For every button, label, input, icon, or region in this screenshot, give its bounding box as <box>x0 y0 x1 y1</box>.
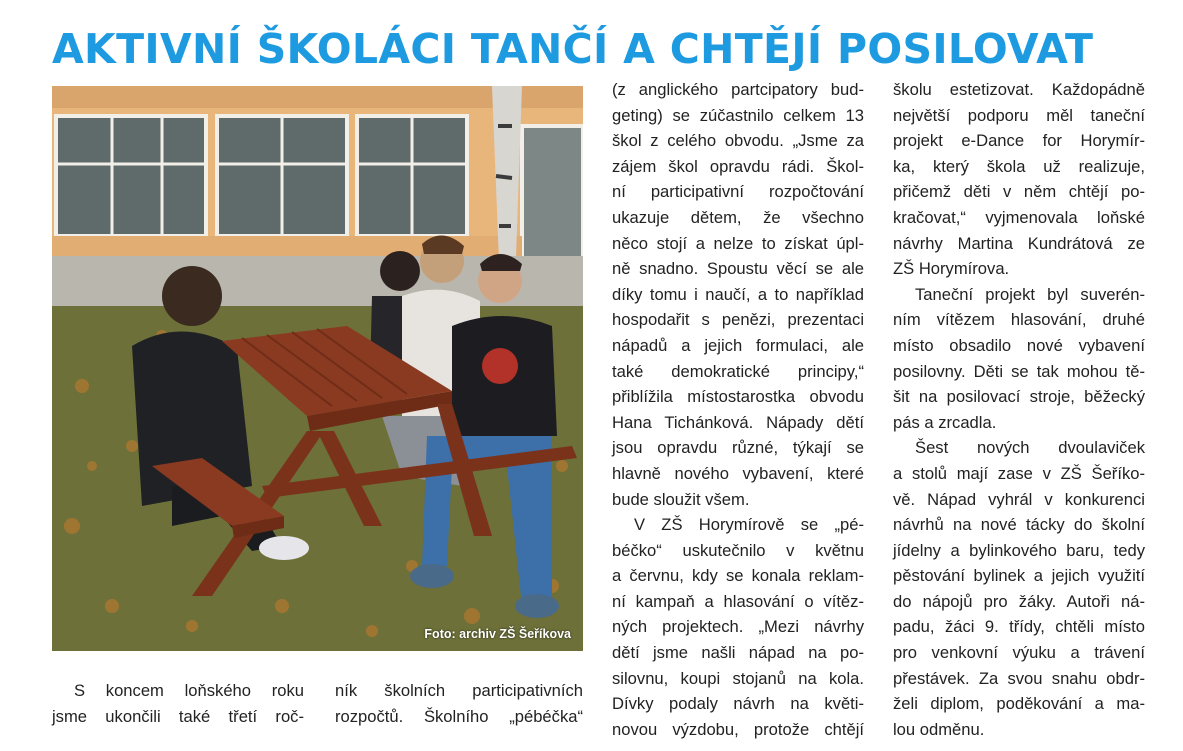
paragraph-line: Šest nových dvoulaviček <box>915 438 1145 458</box>
paragraph-line: ním vítězem hlasování, druhé <box>893 310 1145 330</box>
paragraph-line: přestávek. Za svou snahu obdr- <box>893 668 1145 688</box>
paragraph-line: jsme ukončili také třetí roč- <box>52 706 304 726</box>
paragraph-line: pro venkovní výuku a trávení <box>893 643 1145 663</box>
paragraph-line: S koncem loňského roku <box>74 681 304 700</box>
paragraph-line: ka, který škola už realizuje, <box>893 156 1145 176</box>
article-column-1 <box>52 678 304 729</box>
paragraph-line: posilovny. Děti se tak mohou tě- <box>893 361 1145 381</box>
paragraph-line: dětí jsme našli nápad na po- <box>612 643 864 663</box>
paragraph-line: ní kampaň a hlasování o vítěz- <box>612 591 864 611</box>
paragraph-line: rozpočtů. Školního „pébéčka“ <box>335 706 583 726</box>
paragraph-line: díky tomu i naučí, a to například <box>612 284 864 304</box>
photo-credit: Foto: archiv ZŠ Šeříkova <box>424 627 571 641</box>
photo-illustration <box>52 86 583 651</box>
paragraph-line: ZŠ Horymírova. <box>893 259 1010 279</box>
paragraph-line: návrhů na nové tácky do školní <box>893 515 1145 535</box>
paragraph-line: místo obsadilo nové vybavení <box>893 335 1145 355</box>
paragraph-line: kračovat,“ vyjmenovala loňské <box>893 207 1145 227</box>
paragraph-line: a stolů mají zase v ZŠ Šeříko- <box>893 463 1145 483</box>
paragraph-line: něco stojí a nelze to získat úpl- <box>612 233 864 253</box>
paragraph-line: pás a zrcadla. <box>893 412 997 432</box>
paragraph-line: také demokratické principy,“ <box>612 361 864 381</box>
article-column-2 <box>335 678 583 729</box>
article-photo <box>52 86 583 651</box>
paragraph-line: ně snadno. Spoustu věcí se ale <box>612 259 864 279</box>
paragraph-line: (z anglického partcipatory bud- <box>612 80 864 99</box>
paragraph-line: škol z celého obvodu. „Jsme za <box>612 131 864 151</box>
paragraph-line: projekt e-Dance for Horymír- <box>893 131 1145 151</box>
paragraph-line: ukazuje dětem, že všechno <box>612 207 864 227</box>
paragraph-line: zájem škol opravdu rádi. Škol- <box>612 156 864 176</box>
paragraph-line: hospodařit s penězi, prezentaci <box>612 310 864 330</box>
paragraph-line: ník školních participativních <box>335 681 583 700</box>
paragraph-line: jídelny a bylinkového baru, tedy <box>893 540 1145 560</box>
article-headline: AKTIVNÍ ŠKOLÁCI TANČÍ A CHTĚJÍ POSILOVAT <box>52 25 1094 73</box>
paragraph-line: ných projektech. „Mezi návrhy <box>612 617 864 637</box>
paragraph-line: hlavně nového vybavení, které <box>612 463 864 483</box>
paragraph-line: návrhy Martina Kundrátová ze <box>893 233 1145 253</box>
paragraph-line: přiblížila místostarostka obvodu <box>612 387 864 407</box>
paragraph-line: pěstování bylinek a jejich využití <box>893 566 1145 586</box>
paragraph-line: V ZŠ Horymírově se „pé- <box>634 515 864 535</box>
paragraph-line: Taneční projekt byl suverén- <box>915 284 1145 304</box>
paragraph-line: do nápojů pro žáky. Autoři ná- <box>893 591 1145 611</box>
paragraph-line: nápadů a jejich formulaci, ale <box>612 335 864 355</box>
paragraph-line: silovnu, koupi stojanů na kola. <box>612 668 864 688</box>
paragraph-line: padu, žáci 9. třídy, chtěli místo <box>893 617 1145 637</box>
paragraph-line: Dívky podaly návrh na květi- <box>612 694 864 714</box>
paragraph-line: šit na posilovací stroje, běžecký <box>893 387 1145 407</box>
paragraph-line: ní participativní rozpočtování <box>612 182 864 202</box>
paragraph-line: Hana Tichánková. Nápady dětí <box>612 412 864 432</box>
paragraph-line: lou odměnu. <box>893 719 985 739</box>
paragraph-line: jsou opravdu různé, týkají se <box>612 438 864 458</box>
article-column-4 <box>893 77 1145 742</box>
paragraph-line: novou výzdobu, protože chtějí <box>612 719 864 739</box>
paragraph-line: béčko“ uskutečnilo v květnu <box>612 540 864 560</box>
paragraph-line: přičemž děti v něm chtějí po- <box>893 182 1145 202</box>
paragraph-line: a červnu, kdy se konala reklam- <box>612 566 864 586</box>
paragraph-line: vě. Nápad vyhrál v konkurenci <box>893 489 1145 509</box>
paragraph-line: želi diplom, poděkování a ma- <box>893 694 1145 714</box>
article-column-3 <box>612 77 864 742</box>
paragraph-line: bude sloužit všem. <box>612 489 750 509</box>
paragraph-line: školu estetizovat. Každopádně <box>893 80 1145 99</box>
paragraph-line: geting) se zúčastnilo celkem 13 <box>612 105 864 125</box>
paragraph-line: největší podporu měl taneční <box>893 105 1145 125</box>
